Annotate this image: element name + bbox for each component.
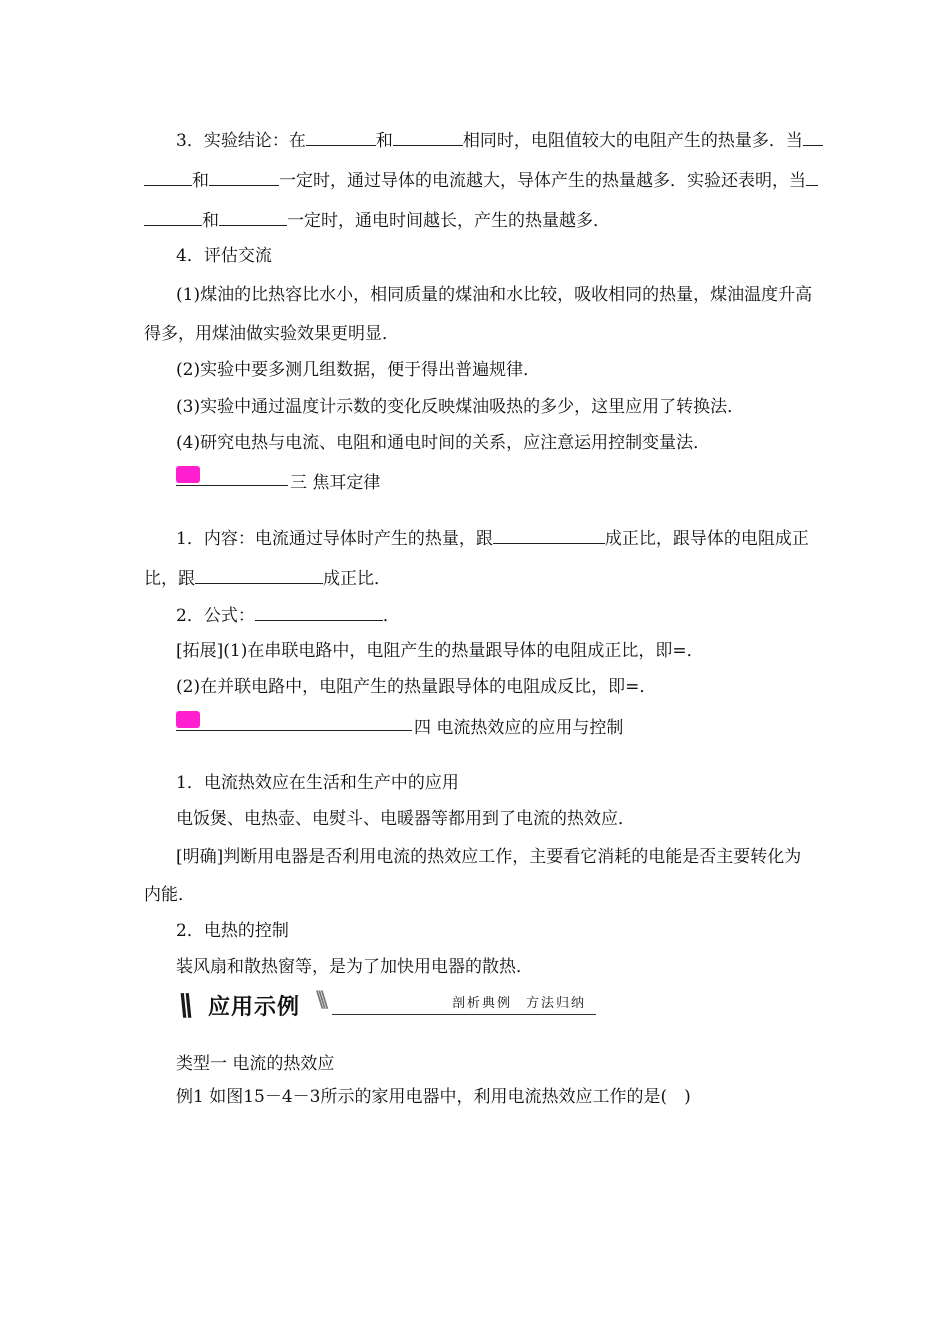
control-title: 2．电热的控制 [176,921,289,941]
application-text: 电饭煲、电热壶、电熨斗、电暖器等都用到了电流的热效应． [176,809,635,829]
joule-formula-line: 2．公式： ． [176,606,400,626]
banner-underline [332,1014,596,1015]
blank [493,527,605,544]
blank [255,604,383,621]
banner-title: 应用示例 [208,995,301,1020]
section-title: 四 电流热效应的应用与控制 [414,718,624,738]
section-marker-icon [176,466,200,483]
section-marker-icon [176,711,200,728]
blank [803,129,823,146]
control-text: 装风扇和散热窗等，是为了加快用电器的散热． [176,957,533,977]
evaluation-item-1-cont: 得多，用煤油做实验效果更明显． [144,324,399,344]
evaluation-item-2: (2)实验中要多测几组数据，便于得出普遍规律． [176,360,541,380]
blank [144,209,202,226]
blank [195,567,323,584]
clarify-line-2: 内能． [144,885,195,905]
blank [219,209,287,226]
blank [393,129,463,146]
banner-subtitle: 剖析典例 方法归纳 [452,996,587,1011]
conclusion-line-3: 和 一定时，通电时间越长，产生的热量越多． [144,209,610,232]
evaluation-item-4: (4)研究电热与电流、电阻和通电时间的关系，应注意运用控制变量法． [176,433,711,453]
joule-extension-1: [拓展](1)在串联电路中，电阻产生的热量跟导体的电阻成正比，即=． [176,641,704,661]
blank [806,169,818,186]
blank [306,129,376,146]
double-slash-icon: \\ [174,988,192,1023]
joule-content-line-2: 比，跟 成正比． [144,569,391,589]
evaluation-title: 4．评估交流 [176,246,272,266]
section-rule [176,485,288,486]
blank [144,169,192,186]
type-1-heading: 类型一 电流的热效应 [176,1054,335,1074]
clarify-line-1: [明确]判断用电器是否利用电流的热效应工作，主要看它消耗的电能是否主要转化为 [176,847,802,867]
section-title: 三 焦耳定律 [290,473,381,493]
example-1-question: 例1 如图15－4－3所示的家用电器中，利用电流热效应工作的是( ) [176,1087,691,1107]
conclusion-line-2: 和 一定时，通过导体的电流越大，导体产生的热量越多．实验还表明，当 [144,169,818,192]
conclusion-line-1: 3．实验结论：在 和 相同时，电阻值较大的电阻产生的热量多．当 [176,129,823,152]
blank [209,169,279,186]
application-examples-banner [176,988,596,1028]
hatch-decoration-icon: \\\ [316,988,324,1013]
evaluation-item-3: (3)实验中通过温度计示数的变化反映煤油吸热的多少，这里应用了转换法． [176,397,745,417]
application-title: 1．电流热效应在生活和生产中的应用 [176,773,459,793]
joule-extension-2: (2)在并联电路中，电阻产生的热量跟导体的电阻成反比，即=． [176,677,657,697]
section-header-heat-effect [176,711,636,739]
section-rule [176,730,412,731]
joule-content-line-1: 1．内容：电流通过导体时产生的热量，跟 成正比，跟导体的电阻成正 [176,529,809,549]
section-header-joule-law [176,466,406,494]
evaluation-item-1: (1)煤油的比热容比水小，相同质量的煤油和水比较，吸收相同的热量，煤油温度升高 [176,285,813,305]
